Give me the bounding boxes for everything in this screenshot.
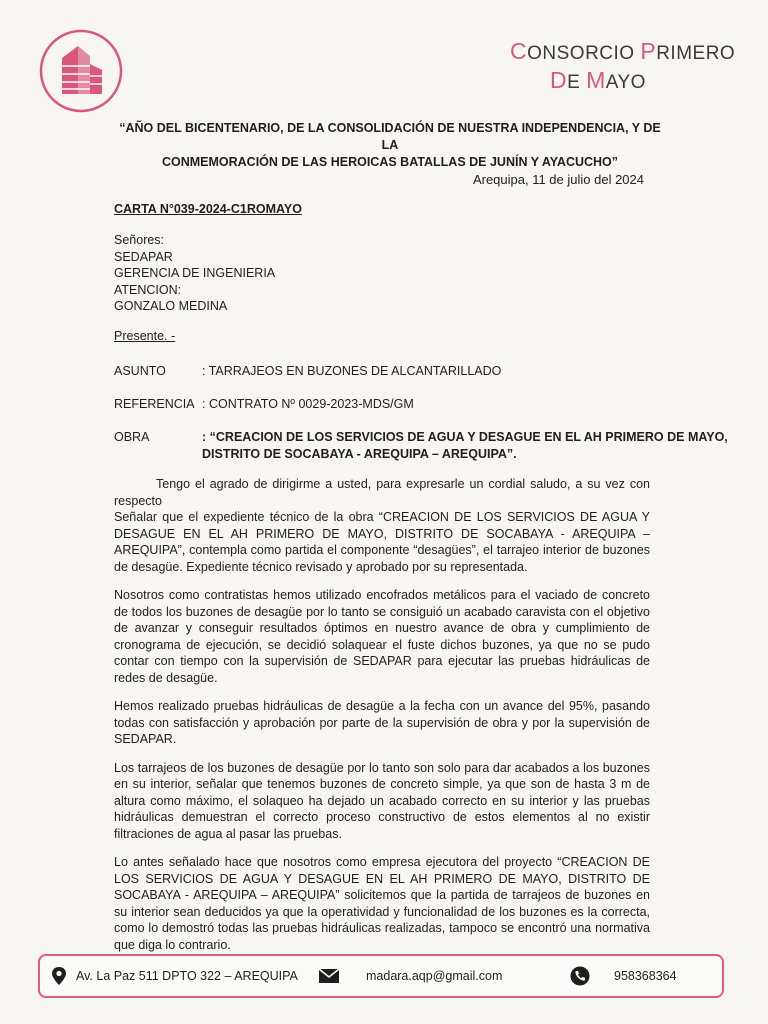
presente-label: Presente. - (114, 329, 176, 343)
body-paragraph: Lo antes señalado hace que nosotros como empresa ejecutora del proyecto “CREACION DE LOS SERVICIOS DE AGUA Y DESAGUE EN EL AH PRIMERO DE MAYO, DISTRITO DE SOCABAYA - AREQUIPA – AREQUIPA” solicitemos que la partida de tarrajeos de buzones en su interior sean deducidos ya que la operatividad y funcionalidad de los buzones es la correcta, como lo demostró todas las pruebas hidráulicas realizadas, tampoco se encontró una normativa que diga lo contrario. (114, 855, 650, 952)
field-label: REFERENCIA (114, 397, 195, 411)
brand-text: RIMERO (656, 43, 736, 64)
letter-number: CARTA N°039-2024-C1ROMAYO (114, 202, 302, 216)
phone-item (570, 956, 677, 996)
email-item (318, 956, 502, 996)
brand-name (510, 38, 750, 96)
phone-icon (570, 966, 590, 986)
brand-text: E (567, 72, 587, 93)
brand-text: AYO (605, 72, 646, 93)
field-value: : “CREACION DE LOS SERVICIOS DE AGUA Y DESAGUE EN EL AH PRIMERO DE MAYO, DISTRITO DE SOCABAYA - AREQUIPA – AREQUIPA”. (202, 430, 728, 461)
addressee-line: SEDAPAR (114, 249, 173, 264)
brand-text: ONSORCIO (527, 43, 641, 64)
company-logo (38, 28, 124, 114)
brand-cap: M (586, 67, 606, 93)
body-paragraph: Tengo el agrado de dirigirme a usted, para expresarle un cordial saludo, a su vez con respecto (114, 477, 650, 508)
footer-phone[interactable]: 958368364 (614, 969, 677, 983)
envelope-icon (318, 968, 340, 984)
addressee-block (114, 232, 275, 315)
brand-cap: C (510, 38, 528, 64)
field-value: : TARRAJEOS EN BUZONES DE ALCANTARILLADO (202, 364, 502, 378)
motto-line-1: “AÑO DEL BICENTENARIO, DE LA CONSOLIDACIÓN DE NUESTRA INDEPENDENCIA, Y DE LA (119, 121, 661, 152)
letter-body (114, 476, 650, 965)
motto-line-2: CONMEMORACIÓN DE LAS HEROICAS BATALLAS DE JUNÍN Y AYACUCHO” (161, 155, 619, 169)
body-paragraph: Hemos realizado pruebas hidráulicas de desagüe a la fecha con un avance del 95%, pasando todas con satisfacción y aprobación por parte de la supervisión de obra y por la supervisión de SEDAPAR. (114, 699, 650, 746)
body-paragraph: Los tarrajeos de los buzones de desagüe por lo tanto son solo para dar acabados a los buzones en su interior, señalar que tenemos buzones de concreto simple, ya que son de hasta 3 m de altura como máximo, el solaqueo ha dejado un acabado correcto en su interior y las pruebas hidráulicas demuestran el correcto proceso constructivo de estos elementos al no existir filtraciones de agua al pasar las pruebas. (114, 760, 650, 841)
location-pin-icon (50, 966, 68, 986)
brand-cap: P (640, 38, 657, 64)
contact-footer (38, 954, 724, 998)
footer-email[interactable]: madara.aqp@gmail.com (366, 969, 503, 983)
addressee-line: Señores: (114, 233, 165, 247)
brand-line-2 (510, 67, 750, 96)
year-motto (110, 120, 670, 171)
body-paragraph: Nosotros como contratistas hemos utilizado encofrados metálicos para el vaciado de concreto de todos los buzones de desagüe por lo tanto se consiguió un acabado caravista con el objetivo de avanzar y conseguir resultados óptimos en nuestro avance de obra y cumplimiento de cronograma de ejecución, se decidió solaquear el fuste dichos buzones, ya que no se pudo contar con tiempo con la supervisión de SEDAPAR para ejecutar las pruebas hidráulicas de redes de desagüe. (114, 588, 650, 685)
addressee-line: GERENCIA DE INGENIERIA (114, 266, 276, 280)
address-item (50, 956, 298, 996)
letter-date: Arequipa, 11 de julio del 2024 (472, 172, 644, 187)
footer-address: Av. La Paz 511 DPTO 322 – AREQUIPA (76, 969, 298, 983)
building-logo-icon (38, 28, 124, 114)
brand-cap: D (550, 67, 568, 93)
addressee-line: ATENCION: (114, 282, 182, 297)
field-label: OBRA (114, 430, 150, 444)
field-label: ASUNTO (114, 364, 166, 378)
body-paragraph: Señalar que el expediente técnico de la obra “CREACION DE LOS SERVICIOS DE AGUA Y DESAGUE EN EL AH PRIMERO DE MAYO, DISTRITO DE SOCABAYA - AREQUIPA – AREQUIPA”, contempla como partida el componente “desagües”, el tarrajeo interior de buzones de desagüe. Expediente técnico revisado y aprobado por su representada. (114, 510, 650, 574)
addressee-line: GONZALO MEDINA (114, 299, 228, 313)
brand-line-1 (510, 38, 750, 67)
field-value: : CONTRATO Nº 0029-2023-MDS/GM (202, 397, 414, 411)
